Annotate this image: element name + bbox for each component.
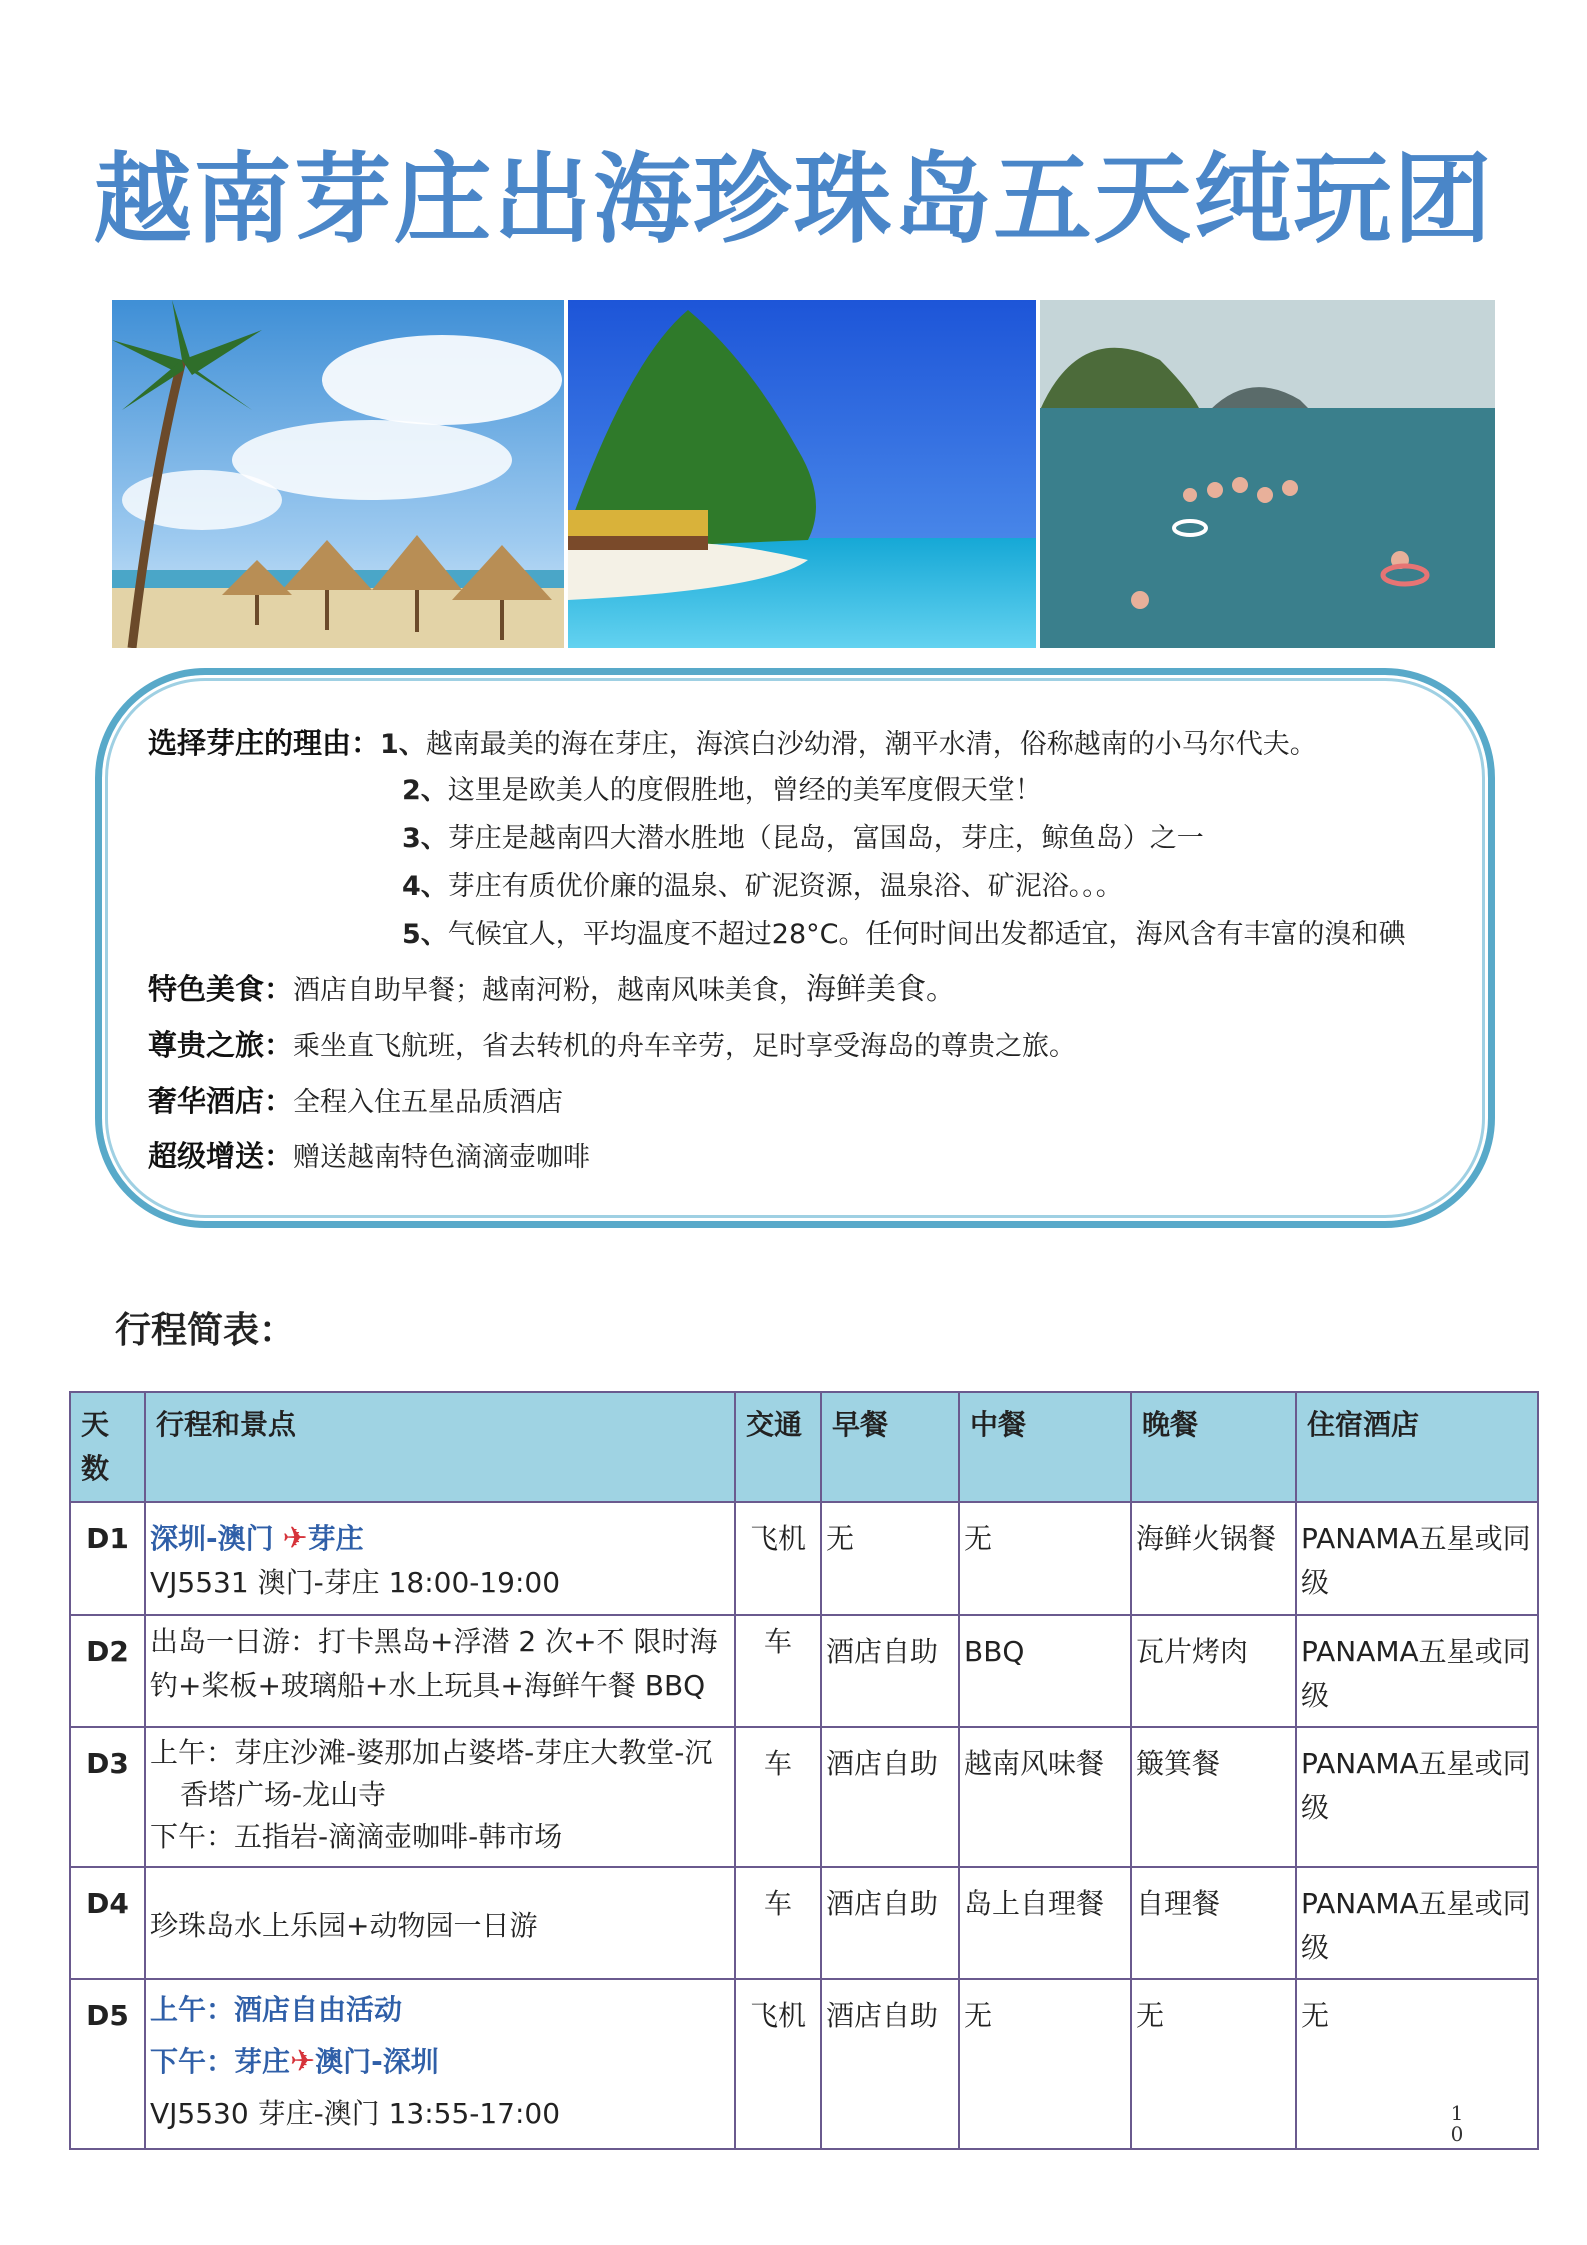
table-row: D5 上午：酒店自由活动 下午：芽庄✈澳门-深圳 VJ5530 芽庄-澳门 13:55-17:00 飞机 酒店自助 无 无 无 bbox=[70, 1979, 1538, 2149]
reason-3: 3、芽庄是越南四大潜水胜地（昆岛，富国岛，芽庄，鲸鱼岛）之一 bbox=[402, 823, 1204, 854]
island-sea-photo bbox=[568, 300, 1036, 648]
beach-umbrella-photo bbox=[112, 300, 564, 648]
header-breakfast: 早餐 bbox=[821, 1392, 959, 1502]
reason-2: 2、这里是欧美人的度假胜地，曾经的美军度假天堂！ bbox=[402, 775, 1042, 806]
swimmers-sea-photo bbox=[1040, 300, 1495, 648]
reasons-label: 选择芽庄的理由： bbox=[148, 726, 381, 760]
header-route: 行程和景点 bbox=[145, 1392, 735, 1502]
table-row: D4 珍珠岛水上乐园+动物园一日游 车 酒店自助 岛上自理餐 自理餐 PANAMA五星或同级 bbox=[70, 1867, 1538, 1979]
header-lunch: 中餐 bbox=[959, 1392, 1131, 1502]
gift-line: 超级增送：赠送越南特色滴滴壶咖啡 bbox=[148, 1139, 591, 1173]
page-title: 越南芽庄出海珍珠岛五天纯玩团 bbox=[93, 143, 1494, 257]
page-number: 1 0 bbox=[1450, 2101, 1464, 2146]
table-row: D3 上午：芽庄沙滩-婆那加占婆塔-芽庄大教堂-沉 香塔广场-龙山寺 下午：五指岩-滴滴壶咖啡-韩市场 车 酒店自助 越南风味餐 簸箕餐 PANAMA五星或同级 bbox=[70, 1727, 1538, 1867]
hotel-line: 奢华酒店：全程入住五星品质酒店 bbox=[148, 1084, 564, 1118]
reason-1: 选择芽庄的理由：1、越南最美的海在芽庄，海滨白沙幼滑，潮平水清，俗称越南的小马尔代夫。 bbox=[148, 726, 1317, 760]
itinerary-table bbox=[69, 1391, 1539, 2150]
airplane-icon: ✈ bbox=[290, 2044, 316, 2079]
header-hotel: 住宿酒店 bbox=[1296, 1392, 1538, 1502]
header-dinner: 晚餐 bbox=[1131, 1392, 1296, 1502]
header-day: 天数 bbox=[70, 1392, 145, 1502]
food-line: 特色美食：酒店自助早餐；越南河粉，越南风味美食，海鲜美食。 bbox=[148, 972, 957, 1007]
reason-4: 4、芽庄有质优价廉的温泉、矿泥资源，温泉浴、矿泥浴。。。 bbox=[402, 871, 1123, 902]
table-header-row bbox=[70, 1392, 1538, 1502]
itinerary-title: 行程简表： bbox=[115, 1310, 296, 1351]
header-transport: 交通 bbox=[735, 1392, 821, 1502]
airplane-icon: ✈ bbox=[282, 1521, 308, 1556]
reason-5: 5、气候宜人，平均温度不超过28°C。任何时间出发都适宜，海风含有丰富的溴和碘 bbox=[402, 919, 1406, 950]
table-row: D1 深圳-澳门 ✈芽庄 VJ5531 澳门-芽庄 18:00-19:00 飞机 无 无 海鲜火锅餐 PANAMA五星或同级 bbox=[70, 1502, 1538, 1615]
photo-strip bbox=[112, 300, 1495, 648]
table-row: D2 出岛一日游：打卡黑岛+浮潜 2 次+不 限时海钓+桨板+玻璃船+水上玩具+海鲜午餐 BBQ 车 酒店自助 BBQ 瓦片烤肉 PANAMA五星或同级 bbox=[70, 1615, 1538, 1727]
trip-line: 尊贵之旅：乘坐直飞航班，省去转机的舟车辛劳，足时享受海岛的尊贵之旅。 bbox=[148, 1028, 1077, 1062]
